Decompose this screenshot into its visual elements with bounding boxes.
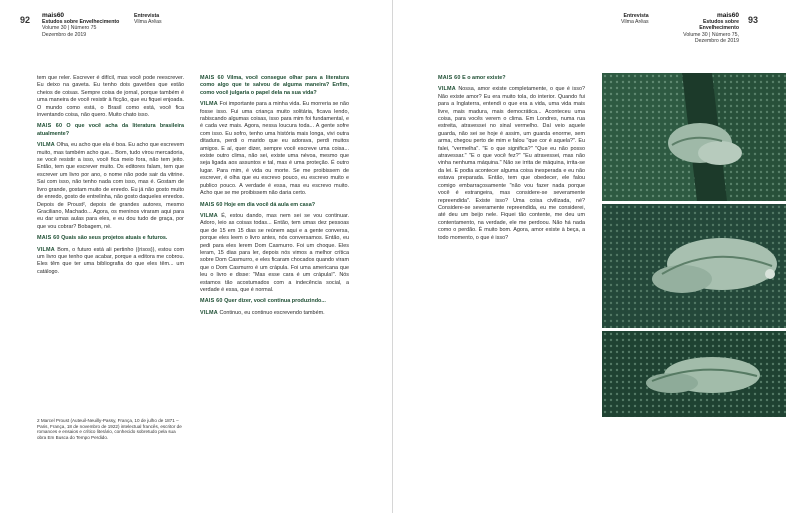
paragraph: tem que reler. Escrever é difícil, mas você pode reescrever. Eu deixo na gaveta. Eu tenho dois gavetões que estão cheios de coisas. Sempre coisa de jornal, porque também é uma maneira de você resistir à ficção, que eu fiquei enjoada. O mundo como está, o Brasil como está, você fica inventando coisa, não quero. Muito chato isso. xyxy=(37,75,184,119)
answer xyxy=(200,310,349,317)
footnote: 2 Marcel Proust (Auteuil-Neuilly-Passy, França, 10 de julho de 1871 – Paris, França, 18 de novembro de 1922) intelectual francês, escritor de romances e ensaios e crítico literário, conhecido sobretudo pela sua obra Em Busca do Tempo Perdido. xyxy=(37,418,182,440)
brand-logo-left: mais60 xyxy=(42,12,65,19)
photo-hands-1-image xyxy=(602,73,786,201)
answer-text: Olha, eu acho que ela é boa. Eu acho que escrevem muito, mas também acho que... Bom, tudo virou mercadoria, se você resistir a isso, você fica meio fora, não tem jeito. Então, tem que escrever muito. Os editores falam, tem que escrever um livro por ano, o nome não pode sair da vitrine. Sai com isso, não tenho nada com isso, mas é. Gostam de livro grande, gostam muito de enredo. Eu já não gosto muito de enredo, gosto de entrelinha, não gosto daqueles enredos. Depois de Proust², depois de grandes autores, mesmo Graciliano, Machado... Agora, os meninos viraram aqui para eu dar umas aulas para eles, e eu dou tudo de graça, por que vou cobrar? Bobagem, né. xyxy=(37,142,185,230)
answer-text: É, estou dando, mas nem sei se vou continuar. Adoro, leio as coisas todas... Então, tem umas dez pessoas que de 15 em 15 dias se reúnem aqui e a gente conversa, porque eles leem o livro antes, nós conversamos. Então, eu pedi para eles lerem Dom Casmurro. Foi um choque. Eles leram, 15 dias para ler, depois nós vimos a melhor crítica sobre Dom Casmurro, e eles ficaram chocados quando viram que o Dom Casmurro é um crápula. Foi uma americana que leu o livro e disse: "Mas esse cara é um crápula!". Nós estamos tão acostumados com a indecência social, a verdade é essa, que é normal. xyxy=(200,212,350,293)
speaker-label: MAIS 60 xyxy=(200,298,223,305)
photo-hands-3 xyxy=(602,331,786,417)
photo-hands-3-image xyxy=(602,331,786,417)
speaker-label: MAIS 60 xyxy=(200,201,223,208)
speaker-label: VILMA xyxy=(438,86,456,93)
page-number-left: 92 xyxy=(20,15,31,25)
brand-logo-right: mais60 xyxy=(716,12,739,19)
answer xyxy=(200,213,349,294)
answer-text: Continuo, eu continuo escrevendo também. xyxy=(219,309,325,316)
answer xyxy=(37,247,184,277)
section-right: Entrevista xyxy=(623,13,649,19)
text-column-1 xyxy=(37,75,184,280)
answer xyxy=(37,142,184,231)
author-right: Vilma Arêas xyxy=(621,19,649,26)
journal-info-right xyxy=(683,13,739,44)
photo-hands-2-image xyxy=(602,204,786,328)
journal-info-left xyxy=(42,13,119,38)
speaker-label: VILMA xyxy=(37,142,55,149)
speaker-label: VILMA xyxy=(37,246,55,253)
section-info-left xyxy=(134,13,162,25)
text-column-3 xyxy=(438,75,585,246)
speaker-label: MAIS 60 xyxy=(200,75,224,81)
journal-title-right: Estudos sobre Envelhecimento xyxy=(699,19,739,32)
speaker-label: VILMA xyxy=(200,212,218,219)
question-text: Quais são seus projetos atuais e futuros. xyxy=(61,235,168,242)
answer xyxy=(438,86,585,242)
speaker-label: VILMA xyxy=(200,101,218,108)
date-left: Dezembro de 2019 xyxy=(42,31,87,38)
question-text: Quer dizer, você continua produzindo... xyxy=(224,298,326,305)
question xyxy=(37,235,184,242)
question xyxy=(200,298,349,305)
question xyxy=(37,123,184,138)
journal-title-left: Estudos sobre Envelhecimento xyxy=(42,19,120,26)
question-text: Hoje em dia você dá aula em casa? xyxy=(224,201,316,208)
answer-text: Foi importante para a minha vida. Eu morreria se não fosse isso. Fui uma criança muito solitária, ficava lendo, rabiscando algumas coisas, isso para mim foi fundamental, e é cada vez mais. Agora, nessa loucura toda... A gente sofre com isso. Eu sofro, tenho uma história mais longa, vivi outra ditadura, perdi o marido que eu adorava, perdi muitos amigos. E aí, quer dizer, sempre você escreve uma coisa... existe outro clima, não sei, existe uma névoa, mesmo que seja ligada aos assuntos e tal, mas é uma proteção. É outro lugar. Para mim, é vida ou morte. Se me proibissem de escrever, é olha que eu escrevo pouco, eu escrevo muito e publico pouco. A verdade é essa, mas eu escrevo muito. Acho que se me proibissem não daria certo. xyxy=(200,101,349,197)
speaker-label: MAIS 60 xyxy=(37,123,63,130)
speaker-label: MAIS 60 xyxy=(37,235,60,242)
question-text: E o amor existe? xyxy=(462,75,506,81)
question-text: O que você acha da literatura brasileira atualmente? xyxy=(37,123,184,137)
question xyxy=(200,202,349,209)
author-left: Vilma Arêas xyxy=(134,19,162,26)
text-column-2 xyxy=(200,75,349,321)
question xyxy=(200,75,349,97)
page-number-right: 93 xyxy=(748,15,759,25)
photo-hands-1 xyxy=(602,73,786,201)
issue-left: Volume 30 | Número 75 xyxy=(42,25,97,32)
speaker-label: MAIS 60 xyxy=(438,75,461,81)
question xyxy=(438,75,585,82)
question-text: Vilma, você consegue olhar para a literatura como algo que te salvou de alguma maneira? Enfim, como você julgaria o papel dela na sua vida? xyxy=(200,75,349,96)
answer xyxy=(200,101,349,197)
section-info-right xyxy=(621,13,649,25)
speaker-label: VILMA xyxy=(200,309,218,316)
section-left: Entrevista xyxy=(134,13,160,19)
issue-right: Volume 30 | Número 75, xyxy=(683,31,739,38)
answer-text: Nossa, amor existe completamente, o que é isso? Não existe amor? Eu era muito tola, do interior. Quando fui para a Inglaterra, entendi o que era a vida, uma vida mais livre, mais madura, mais democrática... Aconteceu uma coisa, para vocês verem o clima. Em Londres, numa rua estreita, atravessei no sinal vermelho. Daí veio aquele guarda, não sei se hoje é assim, um guarda enorme, sem arma, chegou perto de mim e falou "que cor é aquela?". Eu falei, "vermelha". "E o que significa?" "Que eu não posso atravessar." "E o que você fez?" "Eu atravessei, mas não vinha nenhuma máquina." Não se irrita de máquina, irrita-se da lei. E podia acontecer alguma coisa inesperada e eu não estava preparada. Então, tem que obedecer, ele falou comigo embarraçosamente "não vou fazer nada porque você é estrangeira, mas considere-se severamente repreendida". Existe isso? Uma coisa civilizada, né? Considere-se severamente repreendida, eu me considerei, até deu um beijo nele. Fiquei tão contente, me deu um contentamento, na verdade, ele me perdoou. Não há nada como o perdão. É muito bom. Agora, amor existe à beça, a todo momento, o que é isso? xyxy=(438,86,586,241)
photo-hands-2 xyxy=(602,204,786,328)
answer-text: Bom, o futuro está ali pertinho ((risos)), estou com um livro que tenho que acabar, porque a editora me cobrou. Eles têm que ter uma bibliografia do que eles têm... um catálogo. xyxy=(37,246,184,275)
date-right: Dezembro de 2019 xyxy=(694,37,739,44)
